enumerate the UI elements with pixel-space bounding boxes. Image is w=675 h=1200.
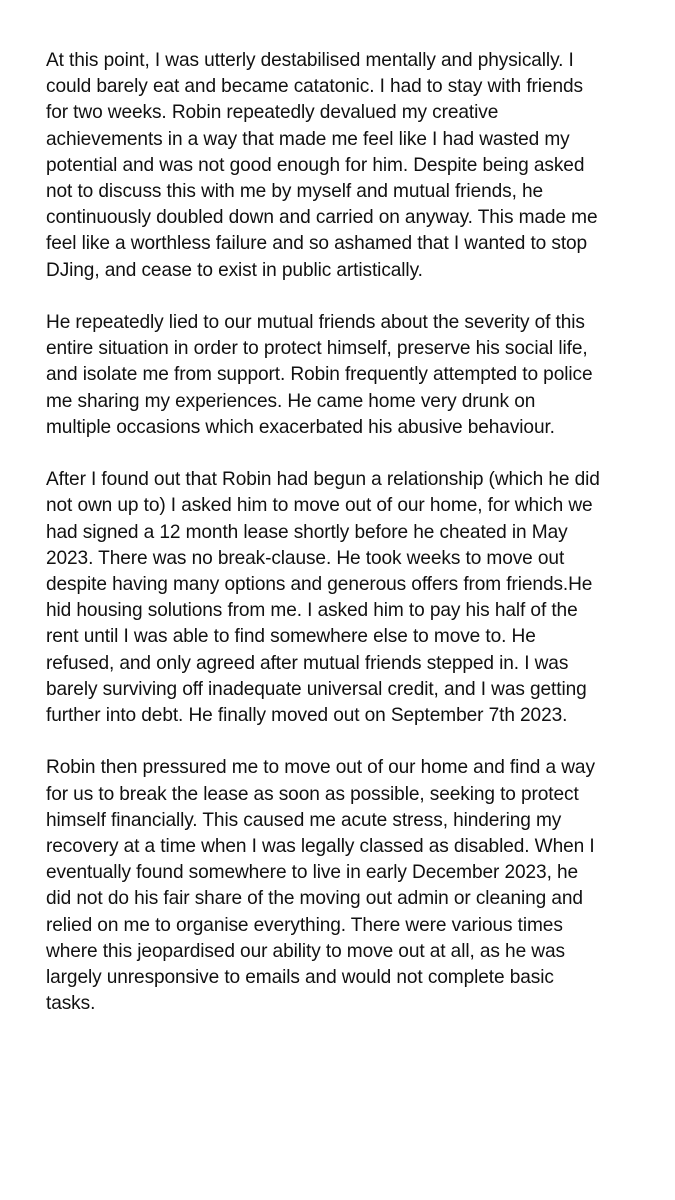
paragraph-destabilised: At this point, I was utterly destabilised mentally and physically. I could barely eat and became catatonic. I had to stay with friends for two weeks. Robin repeatedly devalued my creative achievements in a way that made me feel like I had wasted my potential and was not good enough for him. Despite being asked not to discuss this with me by myself and mutual friends, he continuously doubled down and carried on anyway. This made me feel like a worthless failure and so ashamed that I wanted to stop DJing, and cease to exist in public artistically. <box>46 50 598 281</box>
document-body <box>46 48 629 1017</box>
paragraph-break-lease: Robin then pressured me to move out of our home and find a way for us to break the lease as soon as possible, seeking to protect himself financially. This caused me acute stress, hindering my recovery at a time when I was legally classed as disabled. When I eventually found somewhere to live in early December 2023, he did not do his fair share of the moving out admin or cleaning and relied on me to organise everything. There were various times where this jeopardised our ability to move out at all, as he was largely unresponsive to emails and would not complete basic tasks. <box>46 757 595 1015</box>
paragraph-lied-to-friends: He repeatedly lied to our mutual friends about the severity of this entire situation in order to protect himself, preserve his social life, and isolate me from support. Robin frequently attempted to police me sharing my experiences. He came home very drunk on multiple occasions which exacerbated his abusive behaviour. <box>46 312 593 438</box>
paragraph-move-out: After I found out that Robin had begun a relationship (which he did not own up to) I asked him to move out of our home, for which we had signed a 12 month lease shortly before he cheated in May 2023. There was no break-clause. He took weeks to move out despite having many options and generous offers from friends.He hid housing solutions from me. I asked him to pay his half of the rent until I was able to find somewhere else to move to. He refused, and only agreed after mutual friends stepped in. I was barely surviving off inadequate universal credit, and I was getting further into debt. He finally moved out on September 7th 2023. <box>46 469 600 727</box>
